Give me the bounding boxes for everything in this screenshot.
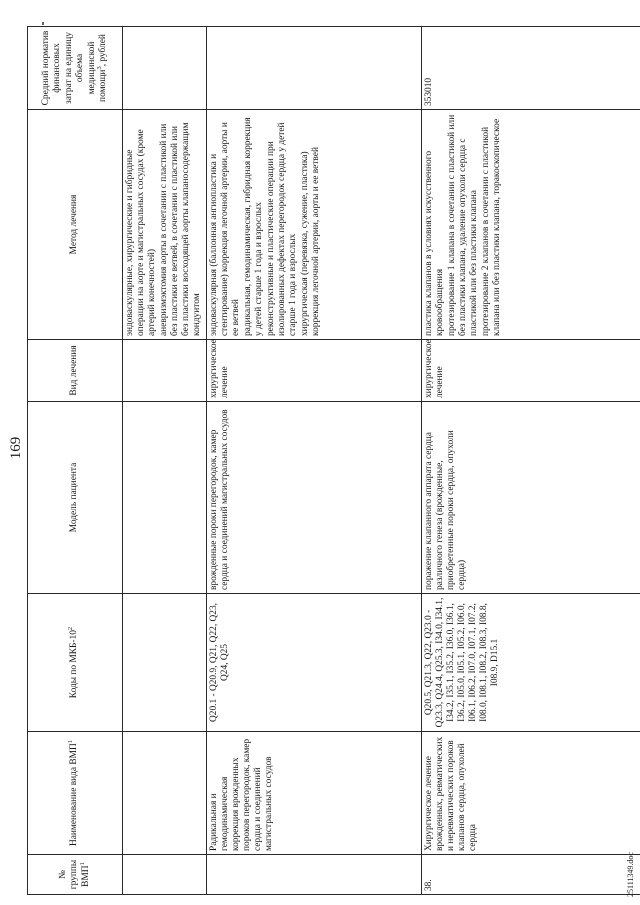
- cell-method: [422, 110, 640, 340]
- method-item: протезирование 2 клапанов в сочетании с пластикой клапана или без пластики клапана, торакоскопическое: [481, 118, 502, 336]
- vmp-table: [27, 26, 640, 895]
- table-header-row: [28, 27, 123, 895]
- cell-cost: [123, 27, 207, 110]
- cell-num: [207, 855, 422, 895]
- header-treatment-method: Метод лечения: [28, 110, 123, 340]
- cell-model: поражение клапанного аппарата сердца различного генеза (врожденные, приобретенные пороки сердца, опухоли сердца): [422, 402, 640, 594]
- method-item: эндоваскулярные, хирургические и гибридные операции на аорте и магистральных сосудах (кроме артерий конечностей): [125, 129, 157, 336]
- cell-method: [123, 110, 207, 340]
- cell-kind: [123, 340, 207, 402]
- cell-name: Радикальная и гемодинамическая коррекция врожденных пороков перегородок, камер сердца и соединений магистральных сосудов: [207, 732, 422, 855]
- cell-name: [123, 732, 207, 855]
- cell-codes: Q20.1 - Q20.9, Q21, Q22, Q23, Q24, Q25: [207, 594, 422, 732]
- cell-kind: хирургическое лечение: [422, 340, 640, 402]
- method-item: радикальная, гемодинамическая, гибридная коррекция у детей старше 1 года и взрослых: [243, 117, 264, 336]
- method-item: реконструктивные и пластические операции при изолированных дефектах перегородок сердца у детей старше 1 года и взрослых: [266, 122, 298, 336]
- header-cost-standard: Средний норматив финансовых затрат на единицу объема медицинской помощи$^3$, рублей: [28, 27, 123, 110]
- table-row-radical-correction: [207, 27, 422, 895]
- cell-model: врожденные пороки перегородок, камер сердца и соединений магистральных сосудов: [207, 402, 422, 594]
- table-row-38: [422, 27, 640, 895]
- method-item: пластика клапанов в условиях искусственного кровообращения: [424, 150, 445, 336]
- page-number: 169: [8, 436, 24, 460]
- cell-num: [123, 855, 207, 895]
- cell-codes: [123, 594, 207, 732]
- footer-filename: 25111349.doc: [626, 852, 635, 897]
- header-treatment-kind: Вид лечения: [28, 340, 123, 402]
- cell-cost: [207, 27, 422, 110]
- cell-name: Хирургическое лечение врожденных, ревматических и неревматических пороков клапанов сердца, опухолей сердца: [422, 732, 640, 855]
- method-item: хирургическая (перевязка, сужение, пластика) коррекция легочной артерии, аорты и ее ветвей: [300, 147, 321, 336]
- header-icd-codes: Коды по МКБ-$10^2$: [28, 594, 123, 732]
- cell-model: [123, 402, 207, 594]
- scan-speck: [42, 22, 44, 25]
- cell-kind: хирургическое лечение: [207, 340, 422, 402]
- cell-method: [207, 110, 422, 340]
- method-item: протезирование 1 клапана в сочетании с пластикой или без пластики клапана, удаление опухоли сердца с пластикой или без пластики клапана: [447, 114, 479, 336]
- cell-cost: 353010: [422, 27, 640, 110]
- header-group-number: № группы ВМП$^1$: [28, 855, 123, 895]
- cell-codes: Q20.5, Q21.3, Q22, Q23.0 - Q23.3, Q24.4, Q25.3, I34.0, I34.1, I34.2, I35.1, I35.2, I36.0, I36.1, I36.2, I05.0, I05.1, I05.2, I06.0, I06.1, I06.2, I07.0, I07.1, I07.2, I08.0, I08.1, I08.2, I08.3, I08.8, I08.9, D15.1: [422, 594, 640, 732]
- cell-num: 38.: [422, 855, 640, 895]
- table-row-continuation: [123, 27, 207, 895]
- header-patient-model: Модель пациента: [28, 402, 123, 594]
- method-item: аневризмэктомия аорты в сочетании с пластикой или без пластики ее ветвей, в сочетании с пластикой или без пластики восходящей аорты клапаносодержащим кондуитом: [159, 122, 202, 336]
- method-item: эндоваскулярная (баллонная ангиопластика и стентирование) коррекция легочной артерии, аорты и ее ветвей: [209, 122, 241, 336]
- header-vmp-name: Наименование вида ВМП$^1$: [28, 732, 123, 855]
